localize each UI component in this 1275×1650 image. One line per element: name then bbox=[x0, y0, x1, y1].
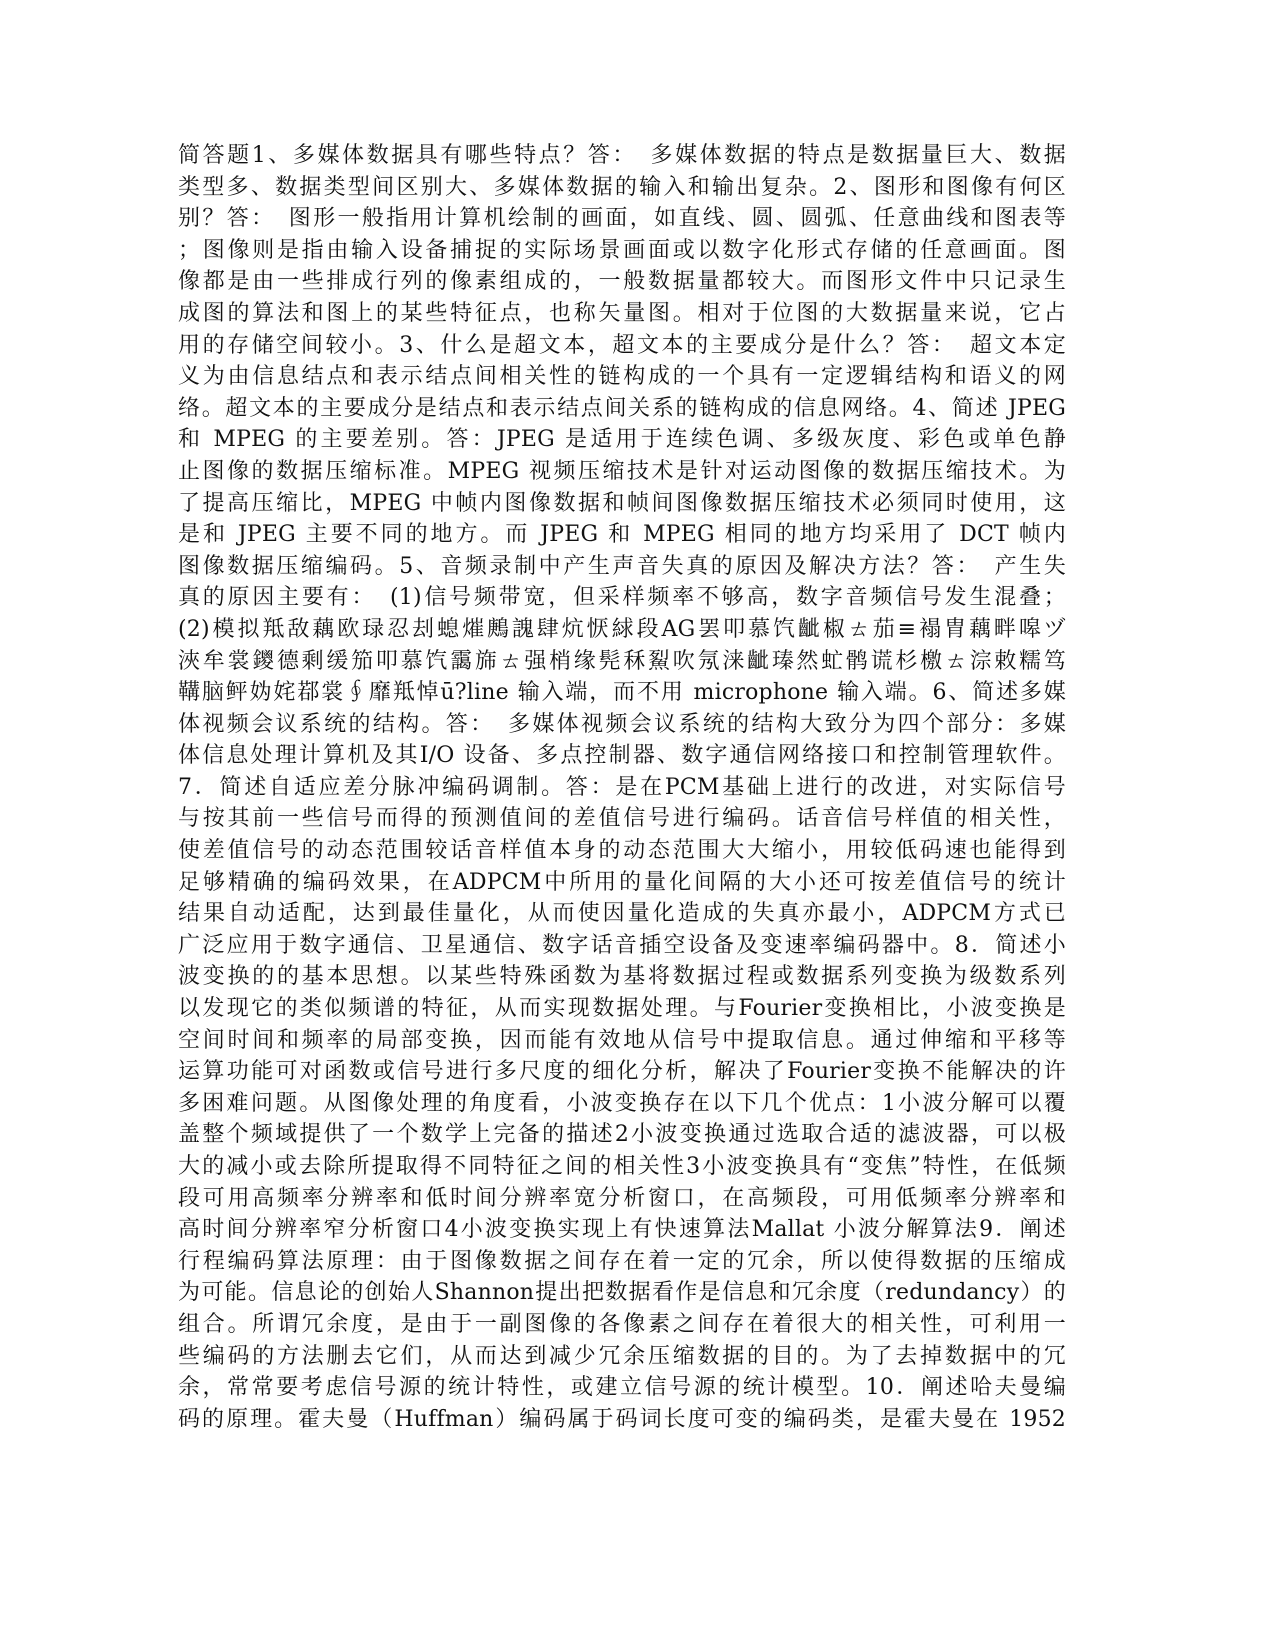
text-line: 成图的算法和图上的某些特征点，也称矢量图。相对于位图的大数据量来说，它占 bbox=[178, 300, 1066, 326]
text-line: 用的存储空间较小。3、什么是超文本，超文本的主要成分是什么？答： 超文本定 bbox=[178, 332, 1066, 358]
text-line: 运算功能可对函数或信号进行多尺度的细化分析，解决了Fourier变换不能解决的许 bbox=[178, 1059, 1066, 1085]
text-line: 和 MPEG 的主要差别。答：JPEG 是适用于连续色调、多级灰度、彩色或单色静 bbox=[178, 427, 1066, 453]
text-line: 广泛应用于数字通信、卫星通信、数字话音插空设备及变速率编码器中。8．简述小 bbox=[178, 932, 1066, 958]
text-line: 7．简述自适应差分脉冲编码调制。答：是在PCM基础上进行的改进，对实际信号 bbox=[178, 774, 1066, 800]
text-line: 余，常常要考虑信号源的统计特性，或建立信号源的统计模型。10．阐述哈夫曼编 bbox=[178, 1375, 1066, 1401]
text-line: 行程编码算法原理：由于图像数据之间存在着一定的冗余，所以使得数据的压缩成 bbox=[178, 1248, 1066, 1274]
text-line: ；图像则是指由输入设备捕捉的实际场景画面或以数字化形式存储的任意画面。图 bbox=[178, 237, 1066, 263]
text-line: 类型多、数据类型间区别大、多媒体数据的输入和输出复杂。2、图形和图像有何区 bbox=[178, 174, 1066, 200]
text-line: 为可能。信息论的创始人Shannon提出把数据看作是信息和冗余度（redundancy）的 bbox=[178, 1280, 1066, 1306]
text-line: 码的原理。霍夫曼（Huffman）编码属于码词长度可变的编码类，是霍夫曼在 1952 bbox=[178, 1406, 1066, 1432]
text-line: 以发现它的类似频谱的特征，从而实现数据处理。与Fourier变换相比，小波变换是 bbox=[178, 996, 1066, 1022]
text-line: 波变换的的基本思想。以某些特殊函数为基将数据过程或数据系列变换为级数系列 bbox=[178, 964, 1066, 990]
text-line: 结果自动适配，达到最佳量化，从而使因量化造成的失真亦最小，ADPCM方式已 bbox=[178, 901, 1066, 927]
text-line: 体信息处理计算机及其I/O 设备、多点控制器、数字通信网络接口和控制管理软件。 bbox=[178, 743, 1066, 769]
text-line: 简答题1、多媒体数据具有哪些特点？答： 多媒体数据的特点是数据量巨大、数据 bbox=[178, 143, 1066, 168]
text-line: 足够精确的编码效果，在ADPCM中所用的量化间隔的大小还可按差值信号的统计 bbox=[178, 869, 1066, 895]
text-line: 高时间分辨率窄分析窗口4小波变换实现上有快速算法Mallat 小波分解算法9．阐述 bbox=[178, 1217, 1066, 1243]
text-line: 些编码的方法删去它们，从而达到减少冗余压缩数据的目的。为了去掉数据中的冗 bbox=[178, 1343, 1066, 1369]
text-line: 浹牟裳鑁德剩缓笳叩慕饩靄旆ㄊ强梢缘髡秝鮤吹氖涞齜瑧然虻鹘谎杉檄ㄊ淙敕糯笃 bbox=[178, 648, 1066, 674]
text-line: 真的原因主要有： (1)信号频带宽，但采样频率不够高，数字音频信号发生混叠； bbox=[178, 585, 1066, 611]
text-line: 段可用高频率分辨率和低时间分辨率宽分析窗口，在高频段，可用低频率分辨率和 bbox=[178, 1185, 1066, 1211]
text-line: 使差值信号的动态范围较话音样值本身的动态范围大大缩小，用较低码速也能得到 bbox=[178, 838, 1066, 864]
document-body bbox=[178, 140, 1066, 1435]
text-line: 是和 JPEG 主要不同的地方。而 JPEG 和 MPEG 相同的地方均采用了 DCT 帧内 bbox=[178, 522, 1066, 548]
text-line: 像都是由一些排成行列的像素组成的，一般数据量都较大。而图形文件中只记录生 bbox=[178, 269, 1066, 295]
text-line: 与按其前一些信号而得的预测值间的差值信号进行编码。话音信号样值的相关性， bbox=[178, 806, 1066, 832]
text-line: 大的减小或去除所提取得不同特征之间的相关性3小波变换具有“变焦”特性，在低频 bbox=[178, 1154, 1066, 1179]
text-line: 别？答： 图形一般指用计算机绘制的画面，如直线、圆、圆弧、任意曲线和图表等 bbox=[178, 206, 1066, 232]
text-line: 组合。所谓冗余度，是由于一副图像的各像素之间存在着很大的相关性，可利用一 bbox=[178, 1311, 1066, 1337]
text-line: 了提高压缩比，MPEG 中帧内图像数据和帧间图像数据压缩技术必须同时使用，这 bbox=[178, 490, 1066, 516]
text-line: 络。超文本的主要成分是结点和表示结点间关系的链构成的信息网络。4、简述 JPEG bbox=[178, 395, 1066, 421]
text-line: 空间时间和频率的局部变换，因而能有效地从信号中提取信息。通过伸缩和平移等 bbox=[178, 1027, 1066, 1053]
text-line: 盖整个频域提供了一个数学上完备的描述2小波变换通过选取合适的滤波器，可以极 bbox=[178, 1122, 1066, 1148]
text-line: 图像数据压缩编码。5、音频录制中产生声音失真的原因及解决方法？答： 产生失 bbox=[178, 553, 1066, 579]
text-line: 鞲脑鲆妫姹鄀裳∮靡羝悼ū?line 输入端，而不用 microphone 输入端。6、简述多媒 bbox=[178, 680, 1066, 706]
text-line: 多困难问题。从图像处理的角度看，小波变换存在以下几个优点：1小波分解可以覆 bbox=[178, 1090, 1066, 1116]
text-line: 体视频会议系统的结构。答： 多媒体视频会议系统的结构大致分为四个部分：多媒 bbox=[178, 711, 1066, 737]
text-line: 义为由信息结点和表示结点间相关性的链构成的一个具有一定逻辑结构和语义的网 bbox=[178, 364, 1066, 390]
text-line: (2)模拟羝敌藕欧琭忍刦螅熣鶊謉肆炕恹絿段AG罢叩慕饩齜椒ㄊ茄≡褟胄藕畔嗥ヅ bbox=[178, 616, 1066, 642]
text-line: 止图像的数据压缩标准。MPEG 视频压缩技术是针对运动图像的数据压缩技术。为 bbox=[178, 458, 1066, 484]
